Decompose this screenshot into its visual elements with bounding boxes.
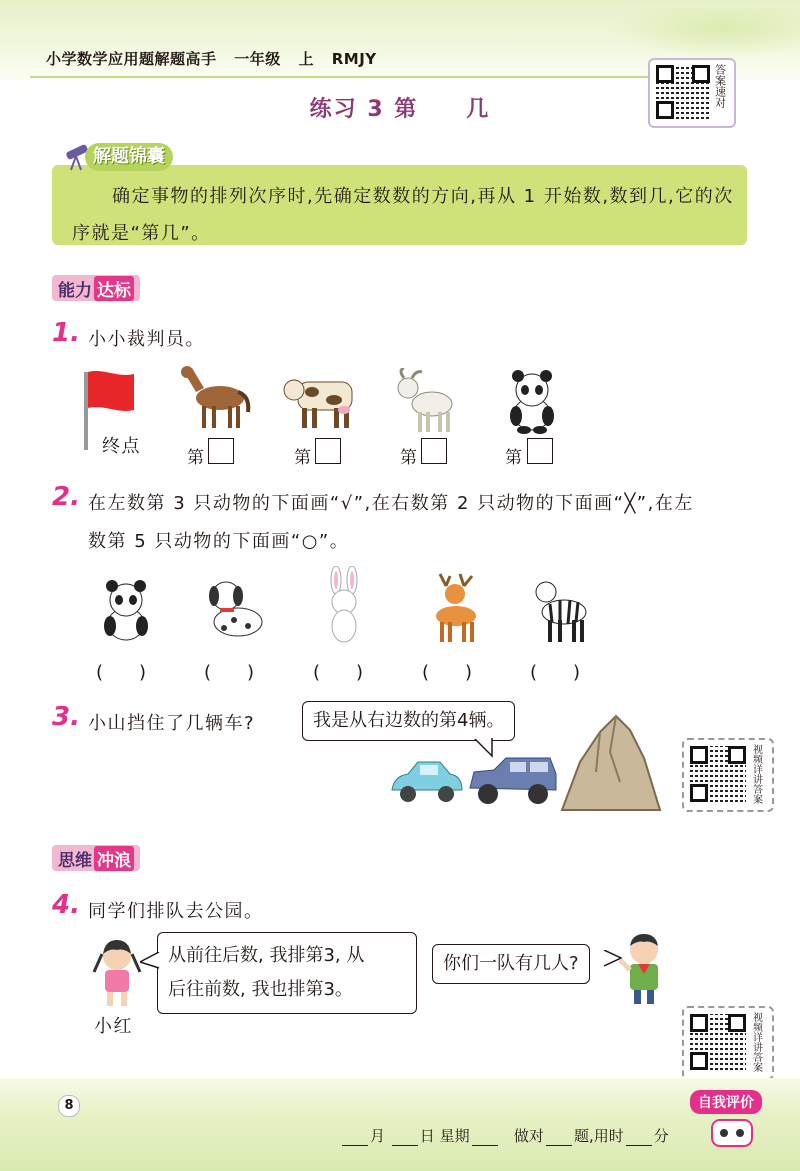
goat-icon	[394, 368, 460, 434]
zebra-icon	[532, 576, 594, 644]
q4-number: 4.	[52, 890, 80, 920]
panda-icon	[504, 370, 560, 434]
minutes-label: 分	[653, 1127, 669, 1145]
robot-face-icon	[708, 1114, 756, 1150]
correct-label: 做对	[513, 1127, 544, 1145]
q2-answer-paren-4[interactable]: ( )	[422, 662, 473, 683]
q1-number: 1.	[52, 318, 80, 348]
section-tab-part-a: 思维	[58, 850, 92, 871]
section-tab-ability	[52, 275, 140, 301]
page-number: 8	[58, 1095, 80, 1117]
questions-label: 题,用时	[573, 1127, 624, 1145]
dog-icon	[204, 578, 270, 644]
q3-video-qr-box[interactable]	[682, 738, 774, 812]
weekday-label: 星期	[439, 1127, 470, 1145]
q4-text: 同学们排队去公园。	[88, 901, 264, 922]
q2-answer-paren-2[interactable]: ( )	[204, 662, 255, 683]
q2-answer-paren-3[interactable]: ( )	[313, 662, 364, 683]
qr-code-icon[interactable]	[690, 1014, 746, 1070]
girl-icon	[90, 936, 144, 1008]
girl-bubble-line-2: 后往前数, 我也排第3。	[168, 979, 353, 1000]
edition: RMJY	[331, 50, 377, 68]
rabbit-icon	[320, 566, 368, 644]
q1-answer-box-2[interactable]	[315, 438, 341, 464]
q2-answer-paren-1[interactable]: ( )	[96, 662, 147, 683]
q3-number: 3.	[52, 702, 80, 732]
day-label: 日	[419, 1127, 435, 1145]
q2-text-line1: 在左数第 3 只动物的下面画“√”,在右数第 2 只动物的下面画“╳”,在左	[88, 493, 694, 514]
panda-icon	[98, 580, 154, 644]
q3-text: 小山挡住了几辆车?	[88, 713, 256, 734]
section-tab-thinking	[52, 845, 140, 871]
weekday-blank[interactable]	[472, 1131, 498, 1146]
tip-badge: 解题锦囊	[85, 143, 173, 171]
q3-speech-bubble: 我是从右边数的第4辆。	[302, 701, 515, 741]
horse-icon	[178, 362, 254, 432]
header-rule	[30, 76, 650, 78]
q1-answer-box-1[interactable]	[208, 438, 234, 464]
tip-text-body: 确定事物的排列次序时,先确定数数的方向,再从 1 开始数,数到几,它的次序就是“第几”。	[72, 186, 734, 244]
mountain-icon	[560, 712, 662, 812]
grade: 一年级	[234, 50, 281, 68]
girl-speech-bubble	[157, 932, 417, 1014]
boy-speech-bubble: 你们一队有几人?	[432, 944, 590, 984]
term: 上	[298, 50, 315, 68]
boy-icon	[616, 930, 670, 1006]
minutes-blank[interactable]	[626, 1131, 652, 1146]
page-title: 练习 3 第 几	[309, 97, 491, 122]
book-title	[46, 48, 389, 69]
q1-di-label-4: 第	[505, 448, 522, 468]
qr-code-icon[interactable]	[690, 746, 746, 802]
correct-blank[interactable]	[546, 1131, 572, 1146]
q2-number: 2.	[52, 482, 80, 512]
q1-answer-box-3[interactable]	[421, 438, 447, 464]
qr-label: 视频详讲答案	[750, 1012, 762, 1072]
footer-study-record	[340, 1125, 669, 1146]
q1-di-label-3: 第	[400, 448, 417, 468]
q1-text: 小小裁判员。	[88, 329, 205, 350]
small-car-icon	[388, 760, 464, 804]
q2-answer-paren-5[interactable]: ( )	[530, 662, 581, 683]
q2-text-line2: 数第 5 只动物的下面画“○”。	[88, 531, 350, 552]
self-eval-badge: 自我评价	[690, 1090, 762, 1114]
section-tab-part-b: 冲浪	[94, 846, 134, 871]
q1-di-label-1: 第	[187, 448, 204, 468]
day-blank[interactable]	[392, 1131, 418, 1146]
qr-label: 答案速对	[713, 64, 727, 108]
qr-label: 视频详讲答案	[750, 744, 762, 804]
q4-video-qr-box[interactable]	[682, 1006, 774, 1080]
finish-label: 终点	[102, 436, 141, 457]
month-label: 月	[370, 1127, 386, 1145]
q1-answer-box-4[interactable]	[527, 438, 553, 464]
girl-name: 小红	[94, 1016, 133, 1037]
tip-text	[72, 178, 737, 252]
q1-di-label-2: 第	[294, 448, 311, 468]
girl-bubble-line-1: 从前往后数, 我排第3, 从	[168, 945, 365, 966]
deer-icon	[426, 572, 486, 644]
section-tab-part-a: 能力	[58, 280, 92, 301]
cow-icon	[282, 370, 360, 432]
month-blank[interactable]	[342, 1131, 368, 1146]
book-title-text: 小学数学应用题解题高手	[46, 50, 217, 68]
jeep-icon	[466, 754, 560, 806]
bubble-tail-icon	[140, 952, 160, 970]
section-tab-part-b: 达标	[94, 276, 134, 301]
